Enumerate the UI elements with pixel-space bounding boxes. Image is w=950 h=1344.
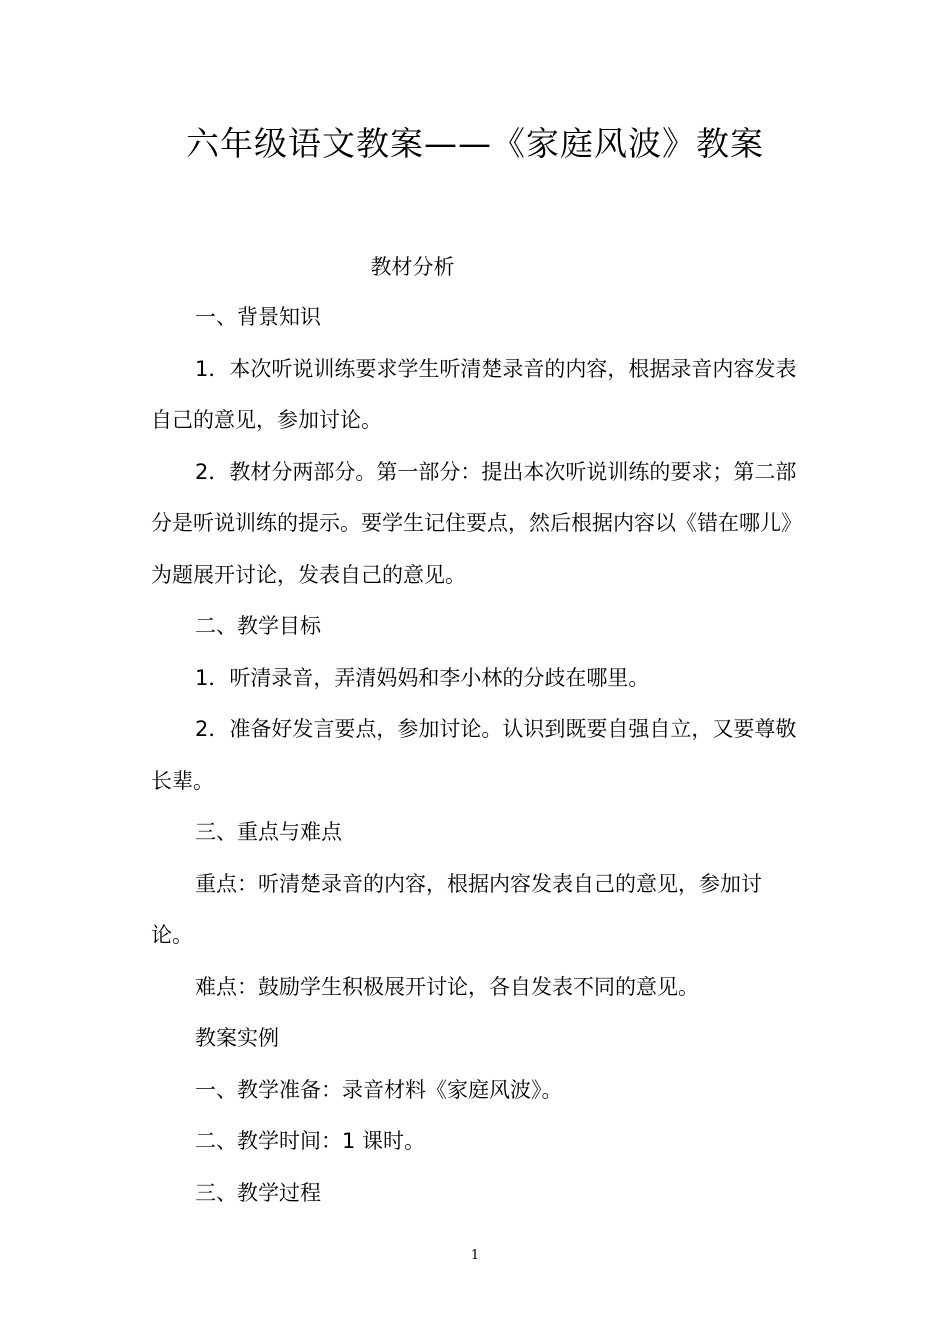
page-number: 1 <box>470 1248 480 1263</box>
paragraph-item-2: 2．教材分两部分。第一部分：提出本次听说训练的要求；第二部分是听说训练的提示。要学生记住要点，然后根据内容以《错在哪儿》为题展开讨论，发表自己的意见。 <box>151 459 797 587</box>
key-point-paragraph: 重点：听清楚录音的内容，根据内容发表自己的意见，参加讨论。 <box>151 871 762 947</box>
document-body <box>151 292 801 1219</box>
difficulty-paragraph: 难点：鼓励学生积极展开讨论，各自发表不同的意见。 <box>195 974 699 999</box>
paragraph-item-1: 1．本次听说训练要求学生听清楚录音的内容，根据录音内容发表自己的意见，参加讨论。 <box>151 356 797 432</box>
heading-background-knowledge: 一、背景知识 <box>195 305 321 329</box>
section-heading: 教材分析 <box>370 255 455 279</box>
document-title: 六年级语文教案——《家庭风波》教案 <box>186 124 764 163</box>
teaching-time: 二、教学时间：1 课时。 <box>195 1129 426 1153</box>
teaching-preparation: 一、教学准备：录音材料《家庭风波》。 <box>195 1077 563 1102</box>
heading-key-points: 三、重点与难点 <box>195 820 342 844</box>
goal-item-1: 1．听清录音，弄清妈妈和李小林的分歧在哪里。 <box>195 665 650 690</box>
heading-lesson-example: 教案实例 <box>195 1026 279 1050</box>
teaching-process-heading: 三、教学过程 <box>195 1180 321 1205</box>
goal-item-2: 2．准备好发言要点，参加讨论。认识到既要自强自立，又要尊敬长辈。 <box>151 717 797 793</box>
heading-teaching-goals: 二、教学目标 <box>195 614 321 638</box>
